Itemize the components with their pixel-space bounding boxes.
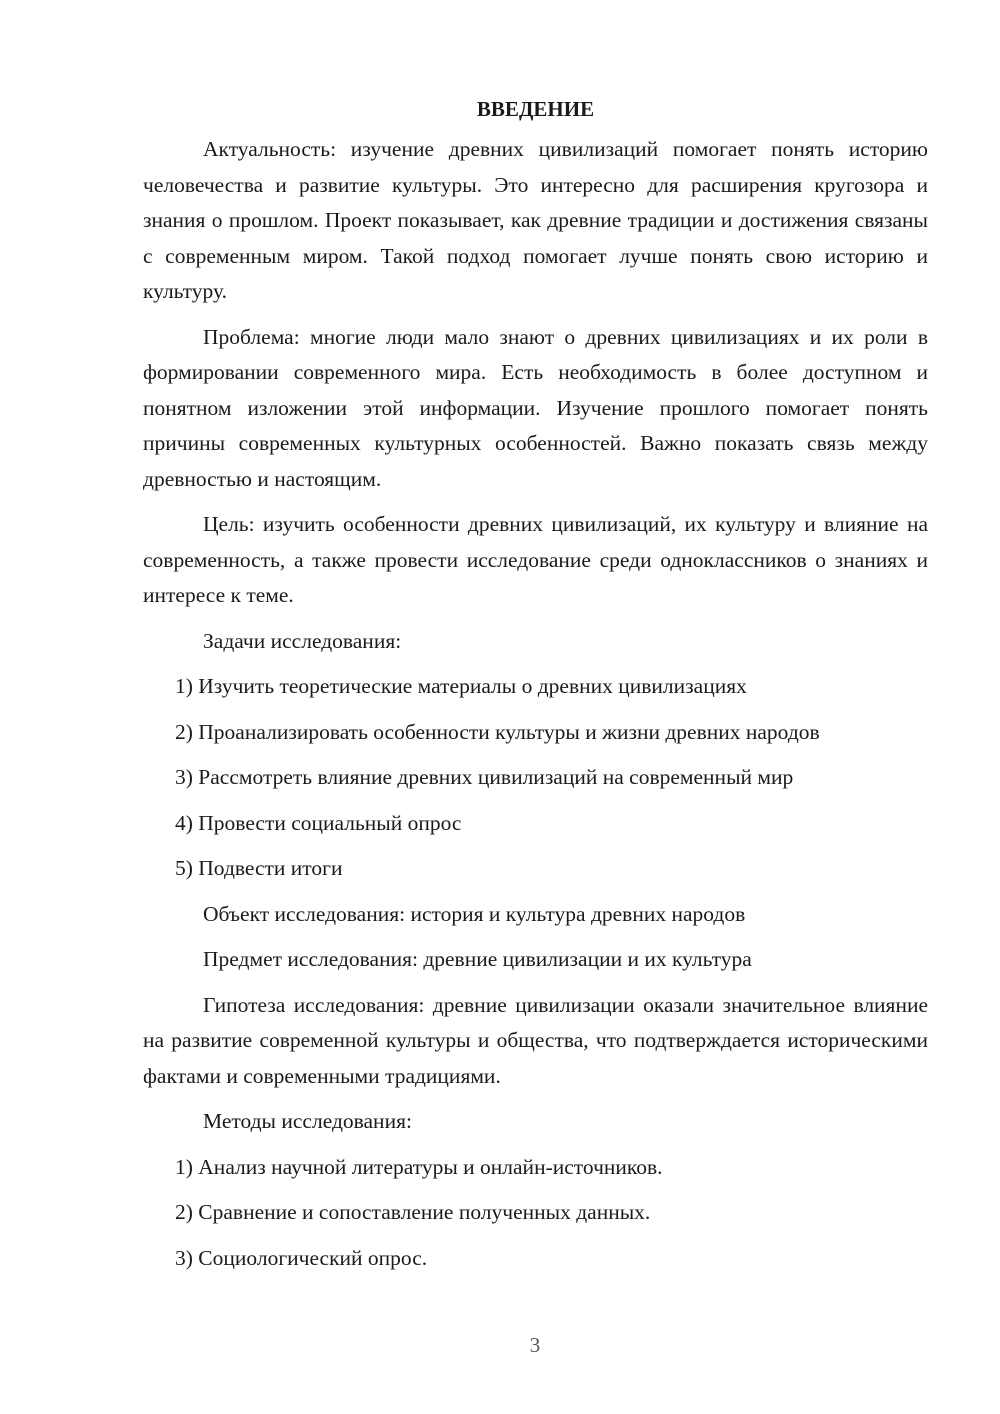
section-title: ВВЕДЕНИЕ: [476, 97, 595, 121]
task-item: 2) Проанализировать особенности культуры и жизни древних народов: [175, 719, 820, 744]
document-page: [143, 92, 928, 1286]
method-item: 2) Сравнение и сопоставление полученных данных.: [175, 1200, 651, 1224]
problem-paragraph: Проблема: многие люди мало знают о древних цивилизациях и их роли в формировании современного мира. Есть необходимость в более доступном и понятном изложении этой информации. Изучение прошлого помогает понять причины современных культурных особенностей. Важно показать связь между древностью и настоящим.: [143, 324, 928, 491]
research-subject: Предмет исследования: древние цивилизации и их культура: [203, 947, 752, 971]
method-item: 3) Социологический опрос.: [175, 1245, 428, 1270]
page-number: 3: [529, 1333, 541, 1357]
methods-heading: Методы исследования:: [203, 1109, 412, 1133]
hypothesis-paragraph: Гипотеза исследования: древние цивилизации оказали значительное влияние на развитие современной культуры и общества, что подтверждается историческими фактами и современными традициями.: [143, 992, 928, 1088]
tasks-heading: Задачи исследования:: [203, 628, 402, 653]
method-item: 1) Анализ научной литературы и онлайн-источников.: [175, 1154, 663, 1179]
task-item: 4) Провести социальный опрос: [175, 810, 462, 835]
research-object: Объект исследования: история и культура древних народов: [203, 901, 746, 926]
task-item: 1) Изучить теоретические материалы о древних цивилизациях: [175, 674, 747, 698]
goal-paragraph: Цель: изучить особенности древних цивилизаций, их культуру и влияние на современность, а также провести исследование среди одноклассников о знаниях и интересе к теме.: [143, 512, 928, 607]
relevance-paragraph: Актуальность: изучение древних цивилизаций помогает понять историю человечества и развитие культуры. Это интересно для расширения кругозора и знания о прошлом. Проект показывает, как древние традиции и достижения связаны с современным миром. Такой подход помогает лучше понять свою историю и культуру.: [143, 137, 928, 303]
task-item: 5) Подвести итоги: [175, 856, 343, 880]
task-item: 3) Рассмотреть влияние древних цивилизаций на современный мир: [175, 765, 794, 789]
